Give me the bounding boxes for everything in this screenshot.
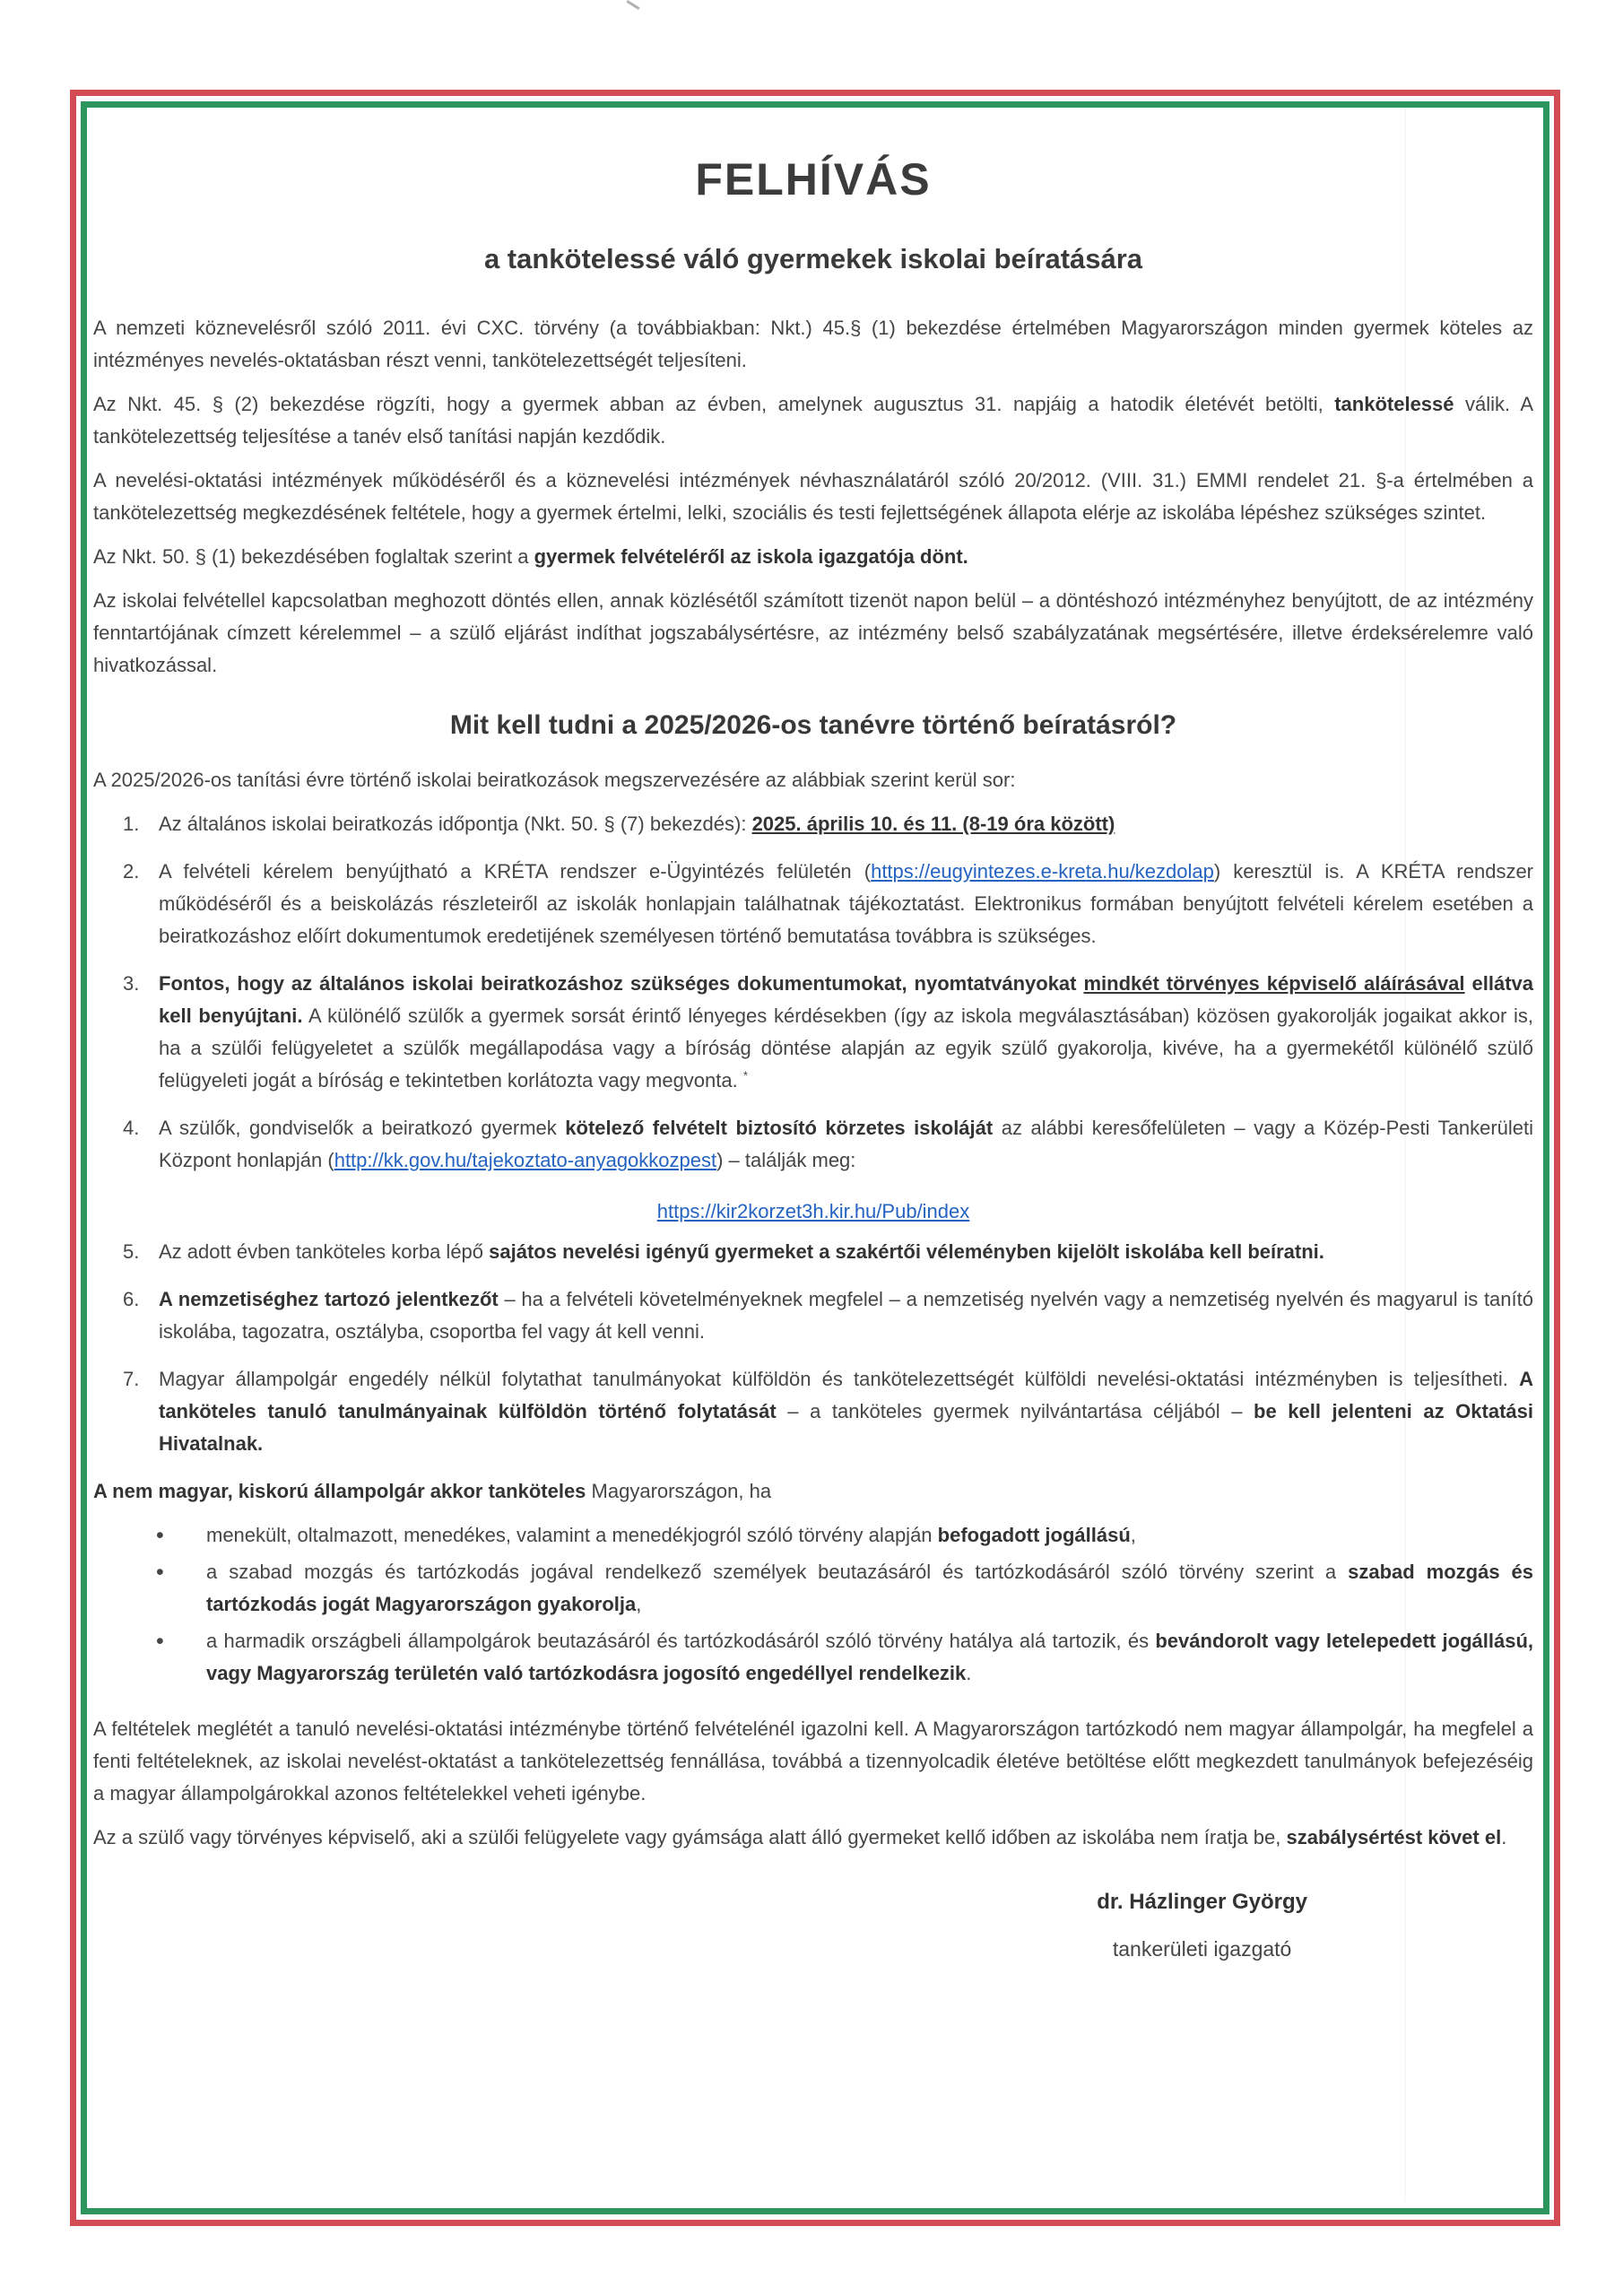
item-text: [159, 1368, 1533, 1455]
text-run: Az a szülő vagy törvényes képviselő, aki a szülői felügyelete vagy gyámsága alatt álló gyermeket kellő időben az iskolába nem íratja be,: [93, 1826, 1287, 1848]
bullet-dot-icon: •: [156, 1560, 164, 1585]
item-number: 1.: [123, 813, 140, 835]
text-run: szabálysértést követ el: [1286, 1826, 1502, 1848]
text-run: ) – találják meg:: [716, 1149, 856, 1171]
text-run: befogadott jogállású: [937, 1524, 1131, 1546]
numbered-item: [93, 1363, 1533, 1460]
item-number: 4.: [123, 1117, 140, 1139]
signatory-role: tankerületi igazgató: [1112, 1937, 1292, 1961]
paragraph: [93, 764, 1533, 796]
item-text: [159, 813, 1115, 835]
numbered-item: [93, 968, 1533, 1097]
text-run: *: [742, 1068, 748, 1083]
numbered-item: [93, 1112, 1533, 1177]
paragraph: [93, 465, 1533, 529]
text-run: Az Nkt. 45. § (2) bekezdése rögzíti, hogy a gyermek abban az évben, amelynek augusztus 31. napjáig a hatodik életévét betölti,: [93, 393, 1335, 415]
paragraph: [93, 388, 1533, 453]
bullet-item: [93, 1625, 1533, 1690]
text-run: menekült, oltalmazott, menedékes, valamint a menedékjogról szóló törvény alapján: [206, 1524, 938, 1546]
bullet-item: [93, 1519, 1533, 1552]
paragraph: [93, 585, 1533, 682]
text-run: A nemzetiséghez tartozó jelentkezőt: [159, 1288, 499, 1310]
section-heading: [93, 709, 1533, 743]
paragraph: [93, 541, 1533, 573]
page-title: FELHÍVÁS: [695, 154, 932, 204]
item-text: [206, 1630, 1533, 1684]
text-run: Fontos, hogy az általános iskolai beiratkozáshoz szükséges dokumentumokat, nyomtatványokat: [159, 972, 1084, 995]
paragraph: [93, 1475, 1533, 1508]
signatory-name: dr. Házlinger György: [1097, 1890, 1307, 1914]
bullet-dot-icon: •: [156, 1629, 164, 1654]
text-run: – ha a felvételi követelményeknek megfelel – a nemzetiség nyelvén vagy a nemzetiség nyelvén és magyarul is tanító iskolába, tagozatra, osztályba, csoportba fel vagy át kell venni.: [159, 1288, 1533, 1343]
text-run: szabad mozgás és tartózkodás jogát Magyarországon gyakorolja: [206, 1561, 1534, 1615]
numbered-item: [93, 1283, 1533, 1348]
text-run: Magyar állampolgár engedély nélkül folytathat tanulmányokat külföldön és tankötelezettségét külföldi nevelési-oktatási intézményben is teljesítheti.: [159, 1368, 1520, 1390]
text-run: A különélő szülők a gyermek sorsát érintő lényeges kérdésekben (így az iskola megválasztásában) közösen gyakorolják jogaikat akkor is, ha a szülői felügyeletet a szülők megállapodása vagy a bíróság döntése alapján az egyik szülő gyakorolja, kivéve, ha a gyermekétől különélő szülő felügyeleti jogát a bíróság e tekintetben korlátozta vagy megvonta.: [159, 1004, 1533, 1091]
text-run: a harmadik országbeli állampolgárok beutazásáról és tartózkodásáról szóló törvény hatálya alá tartozik, és: [206, 1630, 1156, 1652]
text-run: Az általános iskolai beiratkozás időpontja (Nkt. 50. § (7) bekezdés):: [159, 813, 752, 835]
item-text: [159, 1240, 1324, 1263]
text-run: – a tanköteles gyermek nyilvántartása céljából –: [776, 1400, 1254, 1422]
paragraph: [93, 1713, 1533, 1810]
text-run: A nevelési-oktatási intézmények működéséről és a köznevelési intézmények névhasználatáról szóló 20/2012. (VIII. 31.) EMMI rendelet 21. §-a értelmében a tankötelezettség megkezdésének feltétele, hogy a gyermek értelmi, lelki, szociális és testi fejlettségének állapota elérje az iskolába lépéshez szükséges szintet.: [93, 469, 1533, 524]
text-run: ,: [636, 1593, 642, 1615]
kir-korzet-link[interactable]: https://kir2korzet3h.kir.hu/Pub/index: [656, 1200, 970, 1222]
text-run: A szülők, gondviselők a beiratkozó gyermek: [159, 1117, 566, 1139]
text-run: bevándorolt vagy letelepedett jogállású, vagy Magyarország területén való tartózkodásra jogosító engedéllyel rendelkezik: [206, 1630, 1533, 1684]
numbered-item: [93, 1236, 1533, 1268]
text-run: A felvételi kérelem benyújtható a KRÉTA rendszer e-Ügyintézés felületén (: [159, 860, 872, 883]
bullet-item: [93, 1556, 1533, 1621]
document-content: [93, 106, 1533, 1965]
paragraph: [93, 312, 1533, 377]
signature-block: [986, 1886, 1419, 1965]
text-run: ellátva kell benyújtani.: [159, 972, 1533, 1027]
item-text: [159, 860, 1533, 947]
item-text: [206, 1561, 1533, 1615]
document-body: [93, 312, 1533, 1854]
item-text: [159, 1288, 1533, 1343]
text-run: A 2025/2026-os tanítási évre történő iskolai beiratkozások megszervezésére az alábbiak szerint kerül sor:: [93, 769, 1016, 791]
text-run: tankötelessé: [1334, 393, 1454, 415]
text-run: ) keresztül is. A KRÉTA rendszer működéséről és a beiskolázás részleteiről az iskolák honlapjain találhatnak tájékoztatást. Elektronikus formában benyújtott felvételi kérelem esetében a beiratkozáshoz előírt dokumentumok eredetijének személyesen történő bemutatása továbbra is szükséges.: [159, 860, 1534, 947]
item-number: 6.: [123, 1288, 140, 1310]
text-run: Mit kell tudni a 2025/2026-os tanévre történő beíratásról?: [449, 710, 1177, 740]
text-run: 2025. április 10. és 11. (8-19 óra között): [751, 813, 1115, 835]
text-run: A nemzeti köznevelésről szóló 2011. évi CXC. törvény (a továbbiakban: Nkt.) 45.§ (1) bekezdése értelmében Magyarországon minden gyermek köteles az intézményes nevelés-oktatásban részt venni, tankötelezettségét teljesíteni.: [93, 317, 1533, 371]
text-run: a szabad mozgás és tartózkodás jogával rendelkező személyek beutazásáról és tartózkodásáról szóló törvény szerint a: [206, 1561, 1349, 1583]
item-number: 2.: [123, 860, 140, 883]
text-run: A tanköteles tanuló tanulmányainak külföldön történő folytatását: [159, 1368, 1533, 1422]
text-run: Az Nkt. 50. § (1) bekezdésében foglaltak szerint a: [93, 545, 534, 568]
text-run: Magyarországon, ha: [586, 1480, 772, 1502]
page-subtitle: a tankötelessé váló gyermekek iskolai beíratására: [483, 243, 1143, 274]
text-run: válik. A tankötelezettség teljesítése a tanév első tanítási napján kezdődik.: [93, 393, 1534, 448]
text-run: Az adott évben tanköteles korba lépő: [159, 1240, 490, 1263]
ekreta-link[interactable]: https://eugyintezes.e-kreta.hu/kezdolap: [871, 860, 1214, 883]
text-run: gyermek felvételéről az iskola igazgatója dönt.: [534, 545, 968, 568]
numbered-item: [93, 808, 1533, 840]
item-text: [159, 972, 1533, 1091]
text-run: .: [1501, 1826, 1507, 1848]
scan-artifact-mark: [626, 0, 639, 10]
bullet-dot-icon: •: [156, 1523, 164, 1548]
text-run: az alábbi keresőfelületen – vagy a Közép-Pesti Tankerületi Központ honlapján (: [159, 1117, 1534, 1171]
numbered-item: [93, 856, 1533, 952]
item-number: 3.: [123, 972, 140, 995]
item-text: [159, 1117, 1533, 1171]
text-run: .: [966, 1662, 972, 1684]
text-run: kötelező felvételt biztosító körzetes iskoláját: [565, 1117, 994, 1139]
item-number: 7.: [123, 1368, 140, 1390]
centered-link-line: [93, 1196, 1533, 1228]
kk-gov-link[interactable]: http://kk.gov.hu/tajekoztato-anyagokkozpest: [334, 1149, 717, 1171]
text-run: A nem magyar, kiskorú állampolgár akkor tanköteles: [93, 1480, 586, 1502]
text-run: sajátos nevelési igényű gyermeket a szakértői véleményben kijelölt iskolába kell beíratni.: [489, 1240, 1324, 1263]
text-run: ,: [1130, 1524, 1136, 1546]
text-run: Az iskolai felvétellel kapcsolatban meghozott döntés ellen, annak közlésétől számított tizenöt napon belül – a döntéshozó intézményhez benyújtott, de az intézmény fenntartójának címzett kérelemmel – a szülő eljárást indíthat jogszabálysértésre, az intézmény belső szabályzatának megsértésére, illetve érdeksérelemre való hivatkozással.: [93, 589, 1533, 676]
text-run: be kell jelenteni az Oktatási Hivatalnak.: [159, 1400, 1533, 1455]
item-text: [206, 1524, 1136, 1546]
text-run: mindkét törvényes képviselő aláírásával: [1083, 972, 1465, 995]
item-number: 5.: [123, 1240, 140, 1263]
paragraph: [93, 1822, 1533, 1854]
text-run: A feltételek meglétét a tanuló nevelési-oktatási intézménybe történő felvételénél igazolni kell. A Magyarországon tartózkodó nem magyar állampolgár, ha megfelel a fenti feltételeknek, az iskolai nevelést-oktatást a tankötelezettség fennállása, továbbá a tizennyolcadik életéve betöltése előtt megkezdett tanulmányok befejezéséig a magyar állampolgárokkal azonos feltételekkel veheti igénybe.: [93, 1718, 1533, 1805]
